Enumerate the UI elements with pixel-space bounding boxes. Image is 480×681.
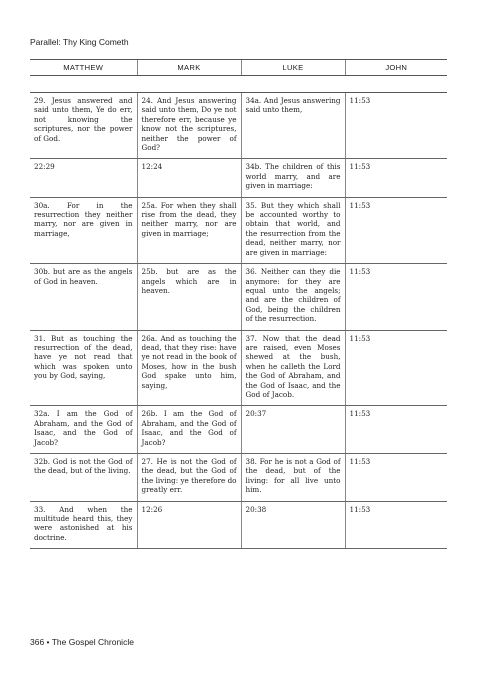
cell-luke: 37. Now that the dead are raised, even Moses shewed at the bush, when he calleth the Lord the God of Abraham, and the God of Isaac, and the God of Jacob. [241,330,345,406]
cell-mark: 12:26 [137,501,241,549]
table-row [30,197,447,263]
cell-luke: 36. Neither can they die anymore: for they are equal unto the angels; and are the children of God, being the children of the resurrection. [241,264,345,330]
cell-luke: 35. But they which shall be accounted worthy to obtain that world, and the resurrection from the dead, neither marry, nor are given in marriage: [241,197,345,263]
table-row [30,454,447,502]
cell-john: 11:53 [345,264,447,330]
cell-john: 11:53 [345,159,447,197]
header-spacer [30,76,447,93]
cell-mark: 27. He is not the God of the dead, but the God of the living: ye therefore do greatly err. [137,454,241,502]
cell-matthew: 29. Jesus answered and said unto them, Ye do err, not knowing the scriptures, nor the power of God. [30,93,137,159]
column-header-john: JOHN [345,60,447,76]
cell-matthew: 22:29 [30,159,137,197]
parallel-table [30,59,447,549]
cell-john: 11:53 [345,93,447,159]
cell-luke: 20:38 [241,501,345,549]
cell-luke: 20:37 [241,406,345,454]
running-head: Parallel: Thy King Cometh [30,37,129,47]
column-header-matthew: MATTHEW [30,60,137,76]
cell-matthew: 30a. For in the resurrection they neither marry, nor are given in marriage, [30,197,137,263]
cell-mark: 26b. I am the God of Abraham, and the God of Isaac, and the God of Jacob? [137,406,241,454]
cell-matthew: 32b. God is not the God of the dead, but of the living. [30,454,137,502]
cell-matthew: 30b. but are as the angels of God in heaven. [30,264,137,330]
cell-luke: 38. For he is not a God of the dead, but of the living: for all live unto him. [241,454,345,502]
cell-mark: 25b. but are as the angels which are in heaven. [137,264,241,330]
table-row [30,93,447,159]
cell-luke: 34b. The children of this world marry, and are given in marriage: [241,159,345,197]
cell-mark: 25a. For when they shall rise from the dead, they neither marry, nor are given in marriage; [137,197,241,263]
table-row [30,330,447,406]
cell-john: 11:53 [345,197,447,263]
cell-john: 11:53 [345,406,447,454]
cell-luke: 34a. And Jesus answering said unto them, [241,93,345,159]
cell-mark: 24. And Jesus answering said unto them, Do ye not therefore err, because ye know not the scriptures, neither the power of God? [137,93,241,159]
table-row [30,406,447,454]
cell-john: 11:53 [345,501,447,549]
cell-john: 11:53 [345,454,447,502]
cell-matthew: 33. And when the multitude heard this, they were astonished at his doctrine. [30,501,137,549]
cell-matthew: 32a. I am the God of Abraham, and the God of Isaac, and the God of Jacob? [30,406,137,454]
cell-mark: 12:24 [137,159,241,197]
column-header-row [30,60,447,76]
cell-john: 11:53 [345,330,447,406]
page-footer: 366 • The Gospel Chronicle [30,637,134,647]
column-header-luke: LUKE [241,60,345,76]
cell-matthew: 31. But as touching the resurrection of the dead, have ye not read that which was spoken unto you by God, saying, [30,330,137,406]
table-row [30,264,447,330]
column-header-mark: MARK [137,60,241,76]
cell-mark: 26a. And as touching the dead, that they rise: have ye not read in the book of Moses, how in the bush God spake unto him, saying, [137,330,241,406]
table-row [30,159,447,197]
table-row [30,501,447,549]
